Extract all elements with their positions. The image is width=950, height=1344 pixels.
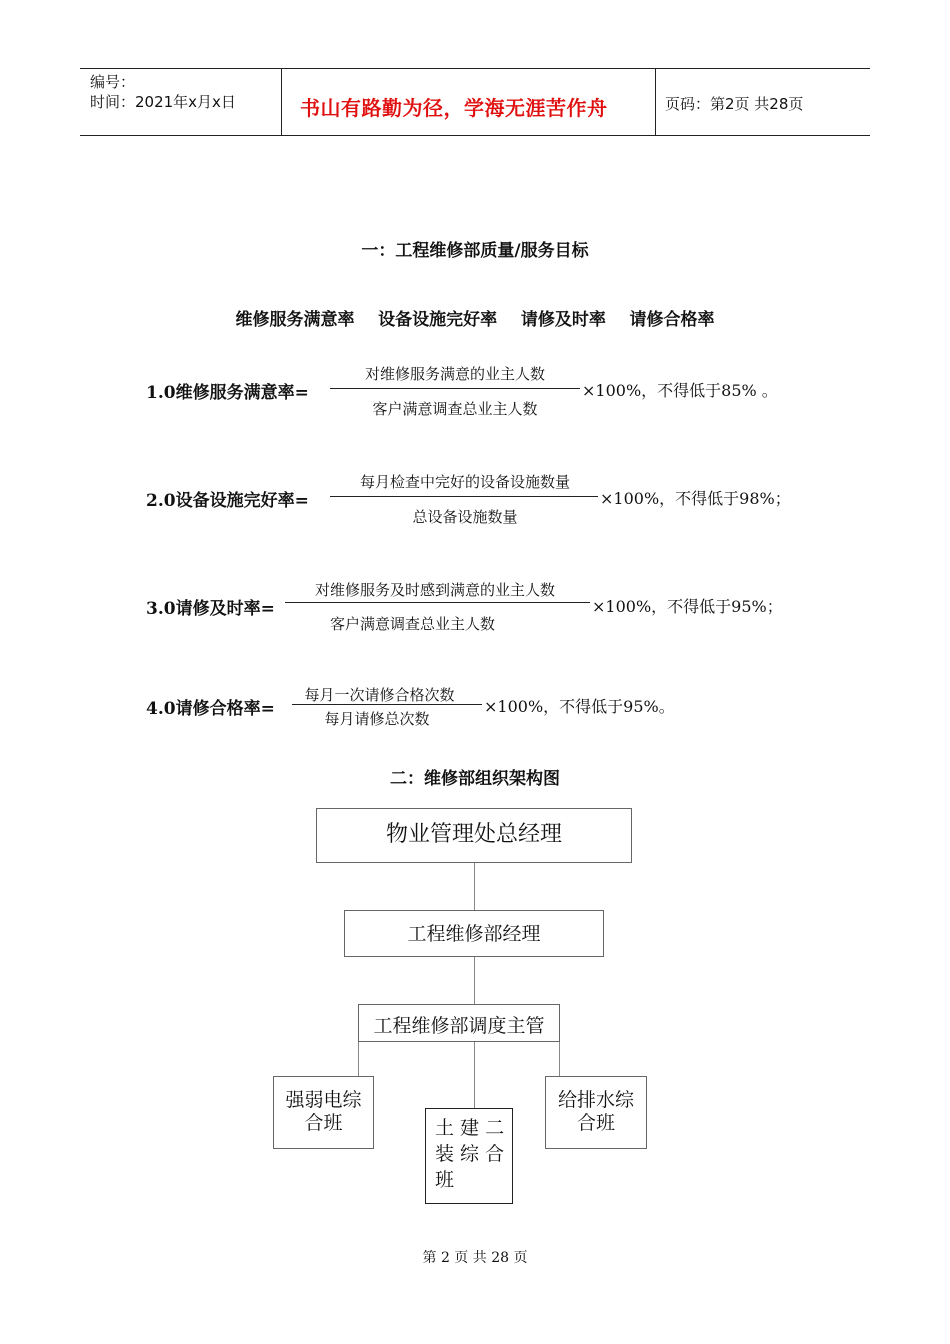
header-divider-left <box>281 68 282 136</box>
org-node-label: 工程维修部经理 <box>407 923 541 945</box>
formula-numerator: 每月检查中完好的设备设施数量 <box>359 473 570 491</box>
org-node-label: 合班 <box>304 1112 343 1134</box>
formula-denominator: 每月请修总次数 <box>324 710 430 728</box>
header-top-border <box>80 68 870 69</box>
org-node-label: 工程维修部调度主管 <box>373 1015 545 1037</box>
org-node-label: 物业管理处总经理 <box>385 822 562 847</box>
formula-label: 3.0请修及时率= <box>146 599 275 619</box>
org-node-label: 合班 <box>576 1112 615 1134</box>
org-connector <box>474 863 475 910</box>
fraction-bar <box>330 496 598 497</box>
formula-numerator: 每月一次请修合格次数 <box>304 686 455 704</box>
formula-numerator: 对维修服务满意的业主人数 <box>364 365 545 383</box>
section-heading-goals: 一：工程维修部质量/服务目标 <box>361 241 589 261</box>
formula-denominator: 总设备设施数量 <box>412 508 518 526</box>
formula-tail: ×100%，不得低于85% 。 <box>582 381 778 400</box>
header-motto: 书山有路勤为径，学海无涯苦作舟 <box>300 96 608 120</box>
org-node-label: 班 <box>435 1169 455 1191</box>
org-node-dispatch-supervisor <box>358 1004 560 1042</box>
formula-tail: ×100%，不得低于95%。 <box>484 697 675 716</box>
formula-tail: ×100%，不得低于95%； <box>592 597 783 616</box>
page-number-label: 页码：第2页 共28页 <box>665 95 804 113</box>
fraction-bar <box>292 704 482 705</box>
org-node-plumbing-team <box>545 1076 647 1149</box>
formula-tail: ×100%，不得低于98%； <box>600 489 791 508</box>
date-label: 时间：2021年x月x日 <box>90 93 236 111</box>
page-footer: 第 2 页 共 28 页 <box>422 1250 528 1266</box>
org-connector <box>474 1042 475 1108</box>
org-node-general-manager <box>316 808 632 863</box>
formula-label: 4.0请修合格率= <box>146 699 275 719</box>
org-node-label: 给排水综 <box>557 1089 634 1111</box>
header-divider-right <box>655 68 656 136</box>
org-node-department-manager <box>344 910 604 957</box>
org-node-label: 装 综 合 <box>435 1143 505 1165</box>
formula-denominator: 客户满意调查总业主人数 <box>372 400 538 418</box>
fraction-bar <box>285 602 590 603</box>
org-node-construction-team <box>425 1108 513 1204</box>
header-bottom-border <box>80 135 870 136</box>
org-connector <box>559 1042 560 1076</box>
org-node-label: 强弱电综 <box>285 1089 362 1111</box>
formula-label: 1.0维修服务满意率= <box>146 383 309 403</box>
goals-subtitle: 维修服务满意率 设备设施完好率 请修及时率 请修合格率 <box>235 310 715 330</box>
org-connector <box>358 1042 359 1076</box>
fraction-bar <box>330 388 580 389</box>
org-connector <box>474 957 475 1004</box>
formula-numerator: 对维修服务及时感到满意的业主人数 <box>314 581 555 599</box>
formula-label: 2.0设备设施完好率= <box>146 491 309 511</box>
org-node-label: 土 建 二 <box>435 1117 505 1139</box>
org-node-electrical-team <box>273 1076 374 1149</box>
section-heading-org-chart: 二：维修部组织架构图 <box>390 769 560 789</box>
serial-number-label: 编号： <box>90 73 136 91</box>
formula-denominator: 客户满意调查总业主人数 <box>329 615 495 633</box>
